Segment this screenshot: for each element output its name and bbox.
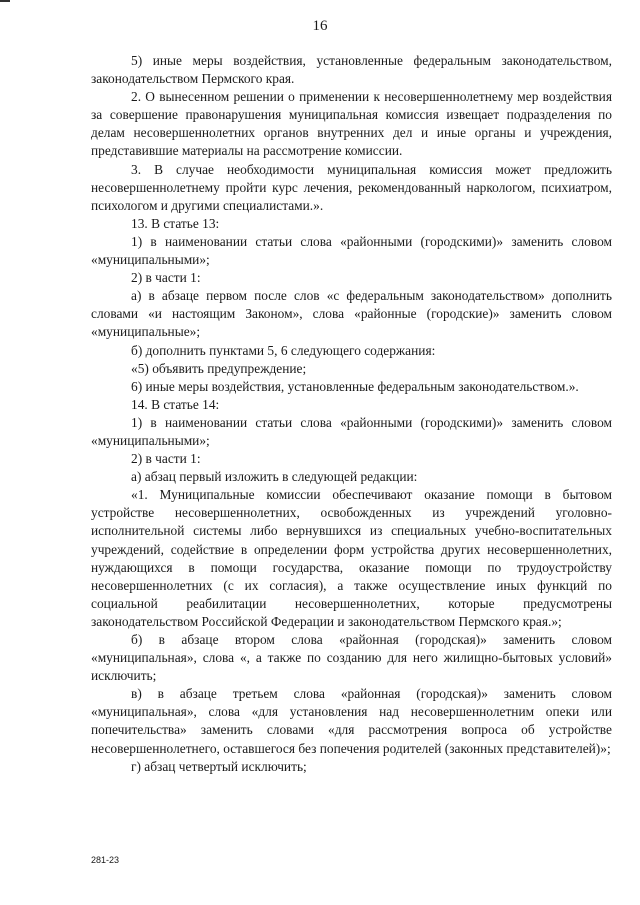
- paragraph: а) абзац первый изложить в следующей редакции:: [131, 469, 418, 485]
- paragraph: 2) в части 1:: [131, 270, 201, 286]
- paragraph: «1. Муниципальные комиссии обеспечивают оказание помощи в бытовом устройстве несовершеннолетних, освобожденных из учреждений уголовно-исполнительной системы либо вернувшихся из специальных учебно-воспитательных учреждений, содействие в определении форм устройства других несовершеннолетних, нуждающихся в помощи государства, оказание помощи по трудоустройству несовершеннолетних (с их согласия), а также осуществление иных функций по социальной реабилитации несовершеннолетних, которые предусмотрены законодательством Российской Федерации и законодательством Пермского края.»;: [91, 487, 612, 629]
- document-code: 281-23: [91, 855, 120, 865]
- paragraph: 3. В случае необходимости муниципальная комиссия может предложить несовершеннолетнему пройти курс лечения, рекомендованный наркологом, психиатром, психологом и другими специалистами.».: [91, 161, 612, 213]
- paragraph: 14. В статье 14:: [131, 396, 220, 412]
- scan-edge-mark: [0, 0, 10, 2]
- paragraph: б) дополнить пунктами 5, 6 следующего содержания:: [131, 342, 436, 358]
- paragraph: 6) иные меры воздействия, установленные федеральным законодательством.».: [131, 378, 579, 394]
- paragraph: в) в абзаце третьем слова «районная (городская)» заменить словом «муниципальная», слова «для установления над несовершеннолетним опеки или попечительства» заменить словами «для рассмотрения вопроса об устройстве несовершеннолетнего, оставшегося без попечения родителей (законных представителей)»;: [91, 686, 612, 756]
- paragraph: 2. О вынесенном решении о применении к несовершеннолетнему мер воздействия за совершение правонарушения муниципальная комиссия извещает подразделения по делам несовершеннолетних органов внутренних дел и иные органы и учреждения, представившие материалы на рассмотрение комиссии.: [91, 89, 612, 159]
- paragraph: 1) в наименовании статьи слова «районными (городскими)» заменить словом «муниципальными»;: [91, 414, 612, 448]
- paragraph: г) абзац четвертый исключить;: [131, 758, 307, 774]
- paragraph: 13. В статье 13:: [131, 215, 220, 231]
- paragraph: «5) объявить предупреждение;: [131, 360, 307, 376]
- paragraph: 1) в наименовании статьи слова «районными (городскими)» заменить словом «муниципальными»;: [91, 233, 612, 268]
- paragraph: 5) иные меры воздействия, установленные федеральным законодательством, законодательством Пермского края.: [91, 53, 612, 87]
- document-body: [91, 52, 612, 776]
- paragraph: 2) в части 1:: [131, 451, 201, 467]
- page-number: 16: [312, 18, 328, 34]
- paragraph: б) в абзаце втором слова «районная (городская)» заменить словом «муниципальная», слова «, а также по созданию для него жилищно-бытовых условий» исключить;: [91, 632, 612, 684]
- paragraph: а) в абзаце первом после слов «с федеральным законодательством» дополнить словами «и настоящим Законом», слова «районные (городские)» заменить словом «муниципальные»;: [91, 288, 612, 340]
